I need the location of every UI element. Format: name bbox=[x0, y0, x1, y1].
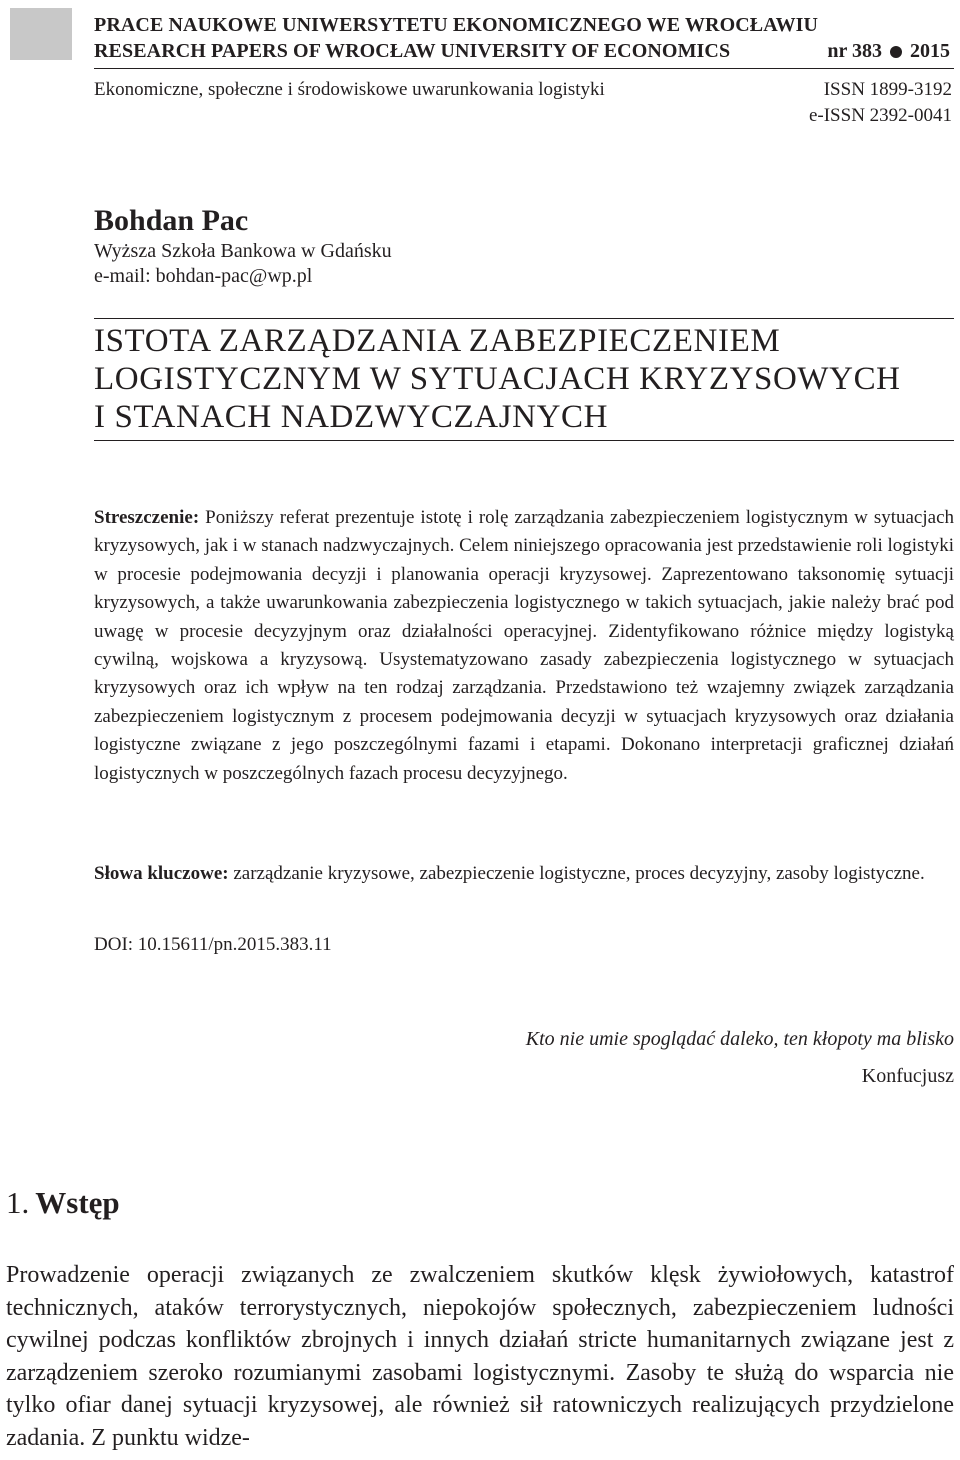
author-affiliation: Wyższa Szkoła Bankowa w Gdańsku bbox=[94, 240, 392, 262]
abstract-text: Poniższy referat prezentuje istotę i rolę zarządzania zabezpieczeniem logistycznym w sytuacjach kryzysowych, jak i w stanach nadzwyczajnych. Celem niniejszego opracowania jest przedstawienie roli logistyki w procesie podejmowania decyzji i planowania operacji kryzysowej. Zaprezentowano taksonomię sytuacji kryzysowych, a także uwarunkowania zabezpieczenia logistycznego w takich sytuacjach, jakie należy brać pod uwagę w procesie decyzyjnym oraz działalności operacyjnej. Zidentyfikowano różnice między logistyką cywilną, wojskowa a kryzysową. Usystematyzowano zasady zabezpieczenia logistycznego w sytuacjach kryzysowych oraz ich wpływ na ten rodzaj zarządzania. Przedstawiono też wzajemny związek zarządzania zabezpieczeniem logistycznym z procesem podejmowania decyzji w sytuacjach kryzysowych oraz działania logistyczne związane z jego poszczególnymi fazami i etapami. Dokonano interpretacji graficznej działań logistycznych w poszczególnych fazach procesu decyzyjnego. bbox=[94, 507, 955, 784]
title-line-3: I STANACH NADZWYCZAJNYCH bbox=[94, 399, 609, 435]
bullet-dot bbox=[890, 46, 902, 58]
issue-year: 2015 bbox=[910, 40, 950, 62]
series-title-pl: PRACE NAUKOWE UNIWERSYTETU EKONOMICZNEGO WE WROCŁAWIU bbox=[94, 14, 819, 36]
keywords-text: zarządzanie kryzysowe, zabezpieczenie logistyczne, proces decyzyjny, zasoby logistyczne. bbox=[233, 863, 925, 884]
keywords bbox=[94, 860, 954, 888]
author-name: Bohdan Pac bbox=[94, 204, 249, 237]
epigraph-quote: Kto nie umie spoglądać daleko, ten kłopoty ma blisko bbox=[525, 1028, 954, 1050]
epigraph bbox=[526, 1026, 954, 1089]
series-title-en: RESEARCH PAPERS OF WROCŁAW UNIVERSITY OF ECONOMICS bbox=[94, 40, 731, 62]
title-rule-bottom bbox=[94, 440, 954, 441]
abstract bbox=[94, 504, 954, 788]
title-line-1: ISTOTA ZARZĄDZANIA ZABEZPIECZENIEM bbox=[94, 323, 781, 359]
abstract-label: Streszczenie: bbox=[94, 507, 200, 528]
issue-number: nr 383 bbox=[827, 40, 882, 62]
epigraph-author: Konfucjusz bbox=[861, 1065, 954, 1087]
section-title: Wstęp bbox=[35, 1185, 120, 1220]
issn: ISSN 1899-3192 bbox=[823, 79, 952, 100]
section-number: 1. bbox=[6, 1185, 30, 1220]
volume-title: Ekonomiczne, społeczne i środowiskowe uwarunkowania logistyki bbox=[94, 79, 605, 100]
author-email: e-mail: bohdan-pac@wp.pl bbox=[94, 265, 313, 287]
journal-logo-block bbox=[10, 8, 72, 60]
issue-info bbox=[827, 38, 950, 64]
doi: DOI: 10.15611/pn.2015.383.11 bbox=[94, 934, 332, 955]
keywords-label: Słowa kluczowe: bbox=[94, 863, 229, 884]
author-block bbox=[94, 203, 392, 289]
header-rule bbox=[94, 68, 954, 69]
body-paragraph: Prowadzenie operacji związanych ze zwalczeniem skutków klęsk żywiołowych, katastrof technicznych, ataków terrorystycznych, niepokojów społecznych, zabezpieczeniem ludności cywilnej podczas konfliktów zbrojnych i innych działań stricte humanitarnych związane jest z zarządzeniem szeroko rozumianymi zasobami logistycznymi. Zasoby te służą do wsparcia nie tylko ofiar danej sytuacji kryzysowej, ale również sił ratowniczych realizujących przydzielone zadania. Z punktu widze- bbox=[6, 1262, 954, 1451]
title-line-2: LOGISTYCZNYM W SYTUACJACH KRYZYSOWYCH bbox=[94, 361, 901, 397]
issn-block bbox=[809, 78, 952, 130]
series-title bbox=[94, 12, 818, 64]
section-heading bbox=[6, 1184, 120, 1222]
title-rule-top bbox=[94, 318, 954, 319]
article-title bbox=[94, 322, 954, 436]
eissn: e-ISSN 2392-0041 bbox=[808, 105, 952, 126]
